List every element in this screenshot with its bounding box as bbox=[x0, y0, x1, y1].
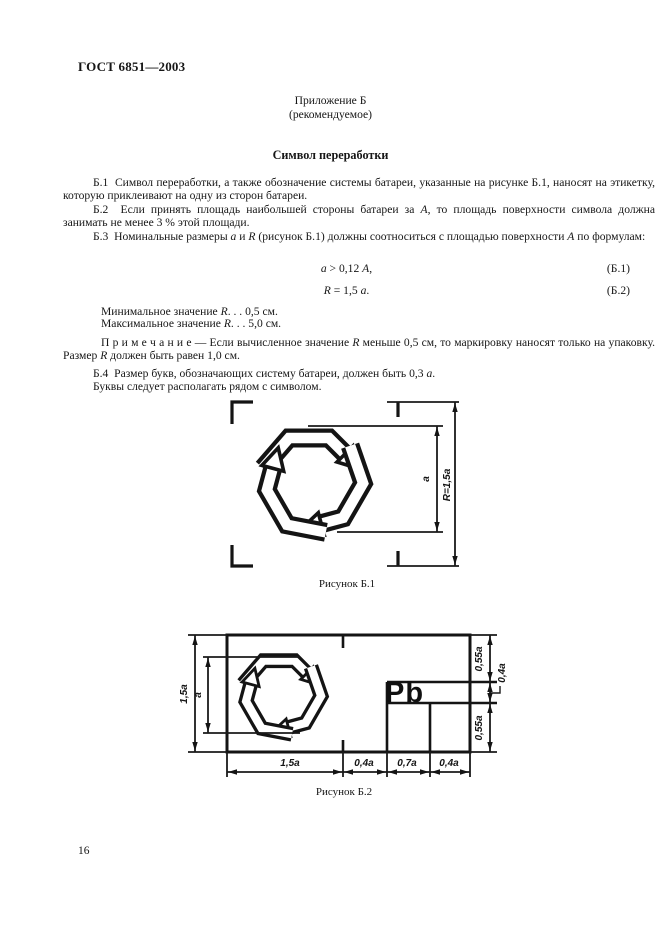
dim-label-a: a bbox=[421, 476, 432, 482]
appendix-subtitle: (рекомендуемое) bbox=[288, 108, 373, 121]
figure-b2-drawing bbox=[0, 628, 661, 780]
paragraph-b3: Б.3 Номинальные размеры а и R (рисунок Б.1) должны соотноситься с площадью поверхности А по формулам: bbox=[93, 230, 646, 243]
max-value-line: Максимальное значение R. . . 5,0 см. bbox=[101, 317, 282, 330]
section-title: Символ переработки bbox=[272, 148, 389, 162]
dim-label-right-top: 0,55a bbox=[474, 646, 485, 672]
dim-label-right-bottom: 0,55a bbox=[474, 715, 485, 741]
dim-label-bottom-3: 0,7a bbox=[397, 758, 417, 769]
pb-label: Pb bbox=[385, 677, 425, 709]
figure-b1-caption: Рисунок Б.1 bbox=[318, 578, 376, 590]
formula-b2-label: (Б.2) bbox=[606, 284, 630, 297]
appendix-title: Приложение Б bbox=[294, 94, 367, 107]
dim-label-bottom-1: 1,5a bbox=[280, 758, 300, 769]
paragraph-b4: Б.4 Размер букв, обозначающих систему батареи, должен быть 0,3 а. bbox=[93, 367, 436, 380]
paragraph-b4-line2: Буквы следует располагать рядом с символом. bbox=[93, 380, 322, 393]
recycling-symbol-icon bbox=[251, 438, 376, 547]
formula-b1 bbox=[63, 262, 630, 275]
figure-b1-drawing bbox=[0, 394, 661, 580]
dim-label-left-outer: 1,5a bbox=[179, 684, 190, 704]
extension-lines bbox=[308, 402, 459, 566]
gost-standard-number: ГОСТ 6851—2003 bbox=[78, 59, 186, 74]
extension-lines-fig2 bbox=[188, 635, 500, 777]
formula-b1-expression: a > 0,12 A, bbox=[320, 262, 373, 275]
page-number: 16 bbox=[78, 845, 90, 857]
dim-label-left-inner: a bbox=[193, 692, 204, 698]
dim-label-bottom-2: 0,4a bbox=[354, 758, 374, 769]
formula-b1-label: (Б.1) bbox=[606, 262, 630, 275]
formula-b2 bbox=[63, 284, 630, 297]
min-value-line: Минимальное значение R. . . 0,5 см. bbox=[101, 305, 278, 318]
formula-b2-expression: R = 1,5 a. bbox=[323, 284, 370, 297]
figure-b2-caption: Рисунок Б.2 bbox=[315, 786, 373, 798]
dim-label-bottom-4: 0,4a bbox=[439, 758, 459, 769]
paragraph-b1: Б.1 Символ переработки, а также обозначение системы батареи, указанные на рисунке Б.1, наносят на этикетку, которую приклеивают на одну из сторон батареи. bbox=[63, 176, 655, 203]
paragraph-b2: Б.2 Если принять площадь наибольшей стороны батареи за А, то площадь поверхности символа должна занимать не менее 3 % этой площади. bbox=[63, 203, 655, 230]
dim-label-r: R=1,5a bbox=[442, 468, 453, 502]
dim-label-right-mid: 0,4a bbox=[497, 663, 508, 683]
note-paragraph: П р и м е ч а н и е — Если вычисленное значение R меньше 0,5 см, то маркировку наносят только на упаковку. Размер R должен быть равен 1,0 см. bbox=[63, 336, 655, 363]
